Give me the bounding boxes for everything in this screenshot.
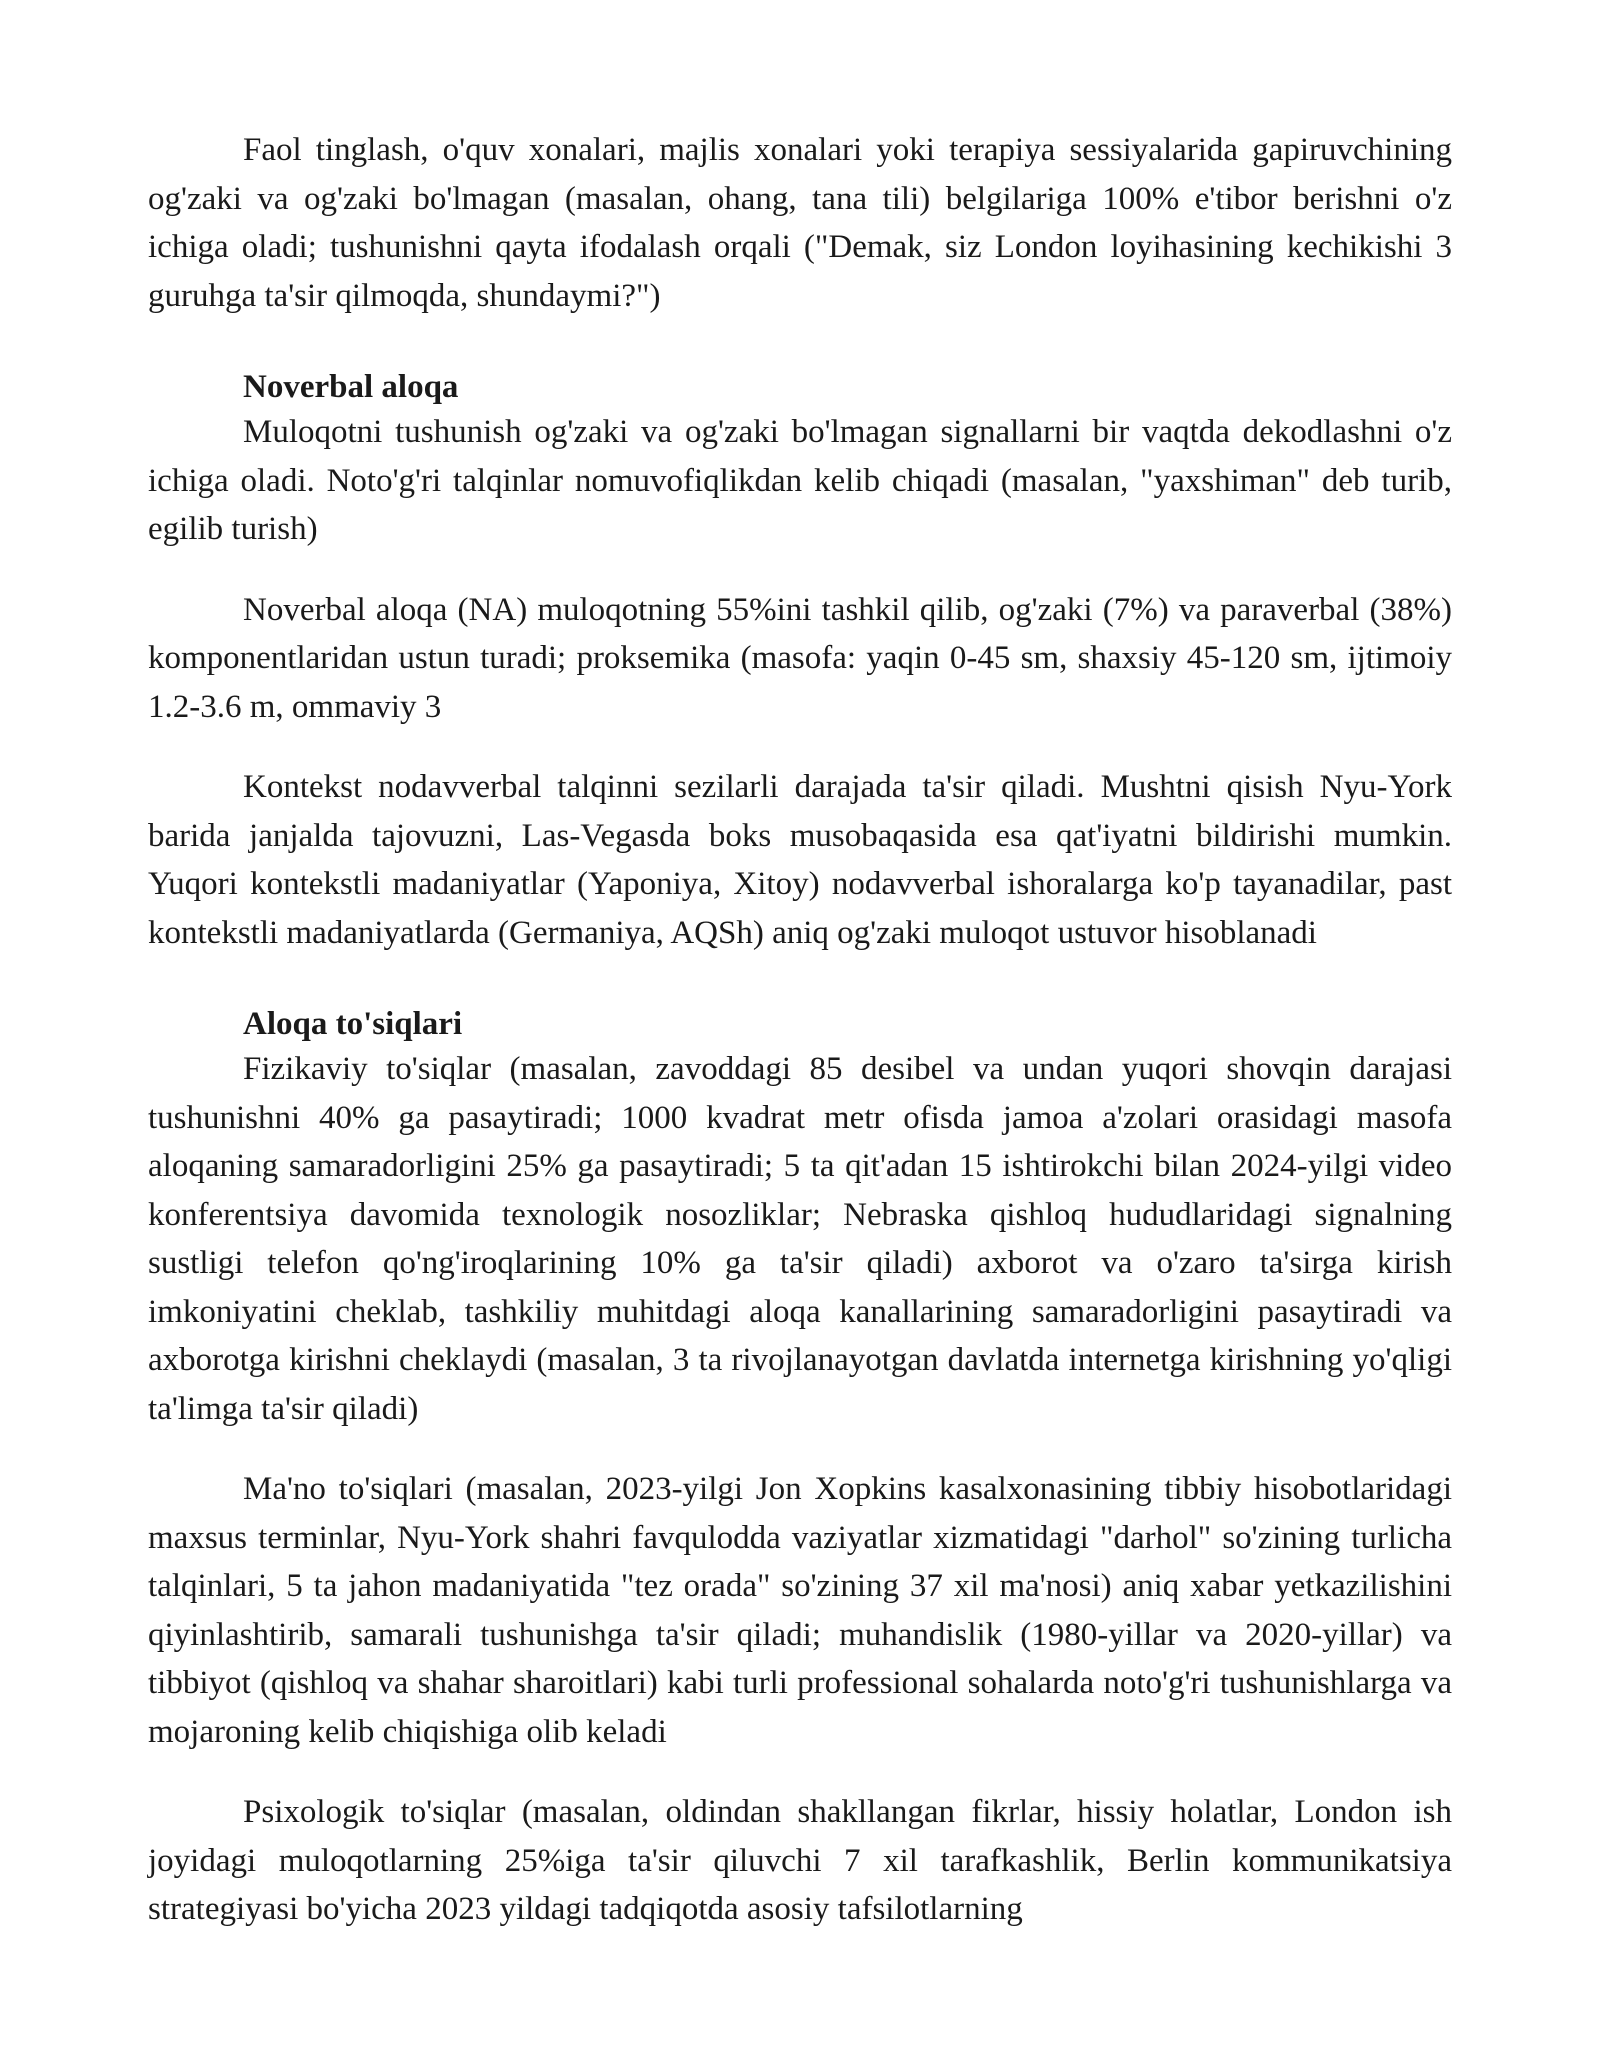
paragraph-psychological-barriers: Psixologik to'siqlar (masalan, oldindan shakllangan fikrlar, hissiy holatlar, London ish joyidagi muloqotlarning 25%iga ta'sir qiluvchi 7 xil tarafkashlik, Berlin kommunikatsiya strategiyasi bo'yicha 2023 yildagi tadqiqotda asosiy tafsilotlarning — [148, 1794, 1452, 1927]
paragraph-noverbal-context: Kontekst nodavverbal talqinni sezilarli darajada ta'sir qiladi. Mushtni qisish Nyu-York barida janjalda tajovuzni, Las-Vegasda boks musobaqasida esa qat'iyatni bildirishi mumkin. Yuqori kontekstli madaniyatlar (Yaponiya, Xitoy) nodavverbal ishoralarga ko'p tayanadilar, past kontekstli madaniyatlarda (Germaniya, AQSh) aniq og'zaki muloqot ustuvor hisoblanadi — [148, 769, 1452, 951]
heading-noverbal-aloqa: Noverbal aloqa — [243, 369, 459, 405]
paragraph-semantic-barriers: Ma'no to'siqlari (masalan, 2023-yilgi Jon Xopkins kasalxonasining tibbiy hisobotlaridagi maxsus terminlar, Nyu-York shahri favqulodda vaziyatlar xizmatidagi "darhol" so'zining turlicha talqinlari, 5 ta jahon madaniyatida "tez orada" so'zining 37 xil ma'nosi) aniq xabar yetkazilishini qiyinlashtirib, samarali tushunishga ta'sir qiladi; muhandislik (1980-yillar va 2020-yillar) va tibbiyot (qishloq va shahar sharoitlari) kabi turli professional sohalarda noto'g'ri tushunishlarga va mojaroning kelib chiqishiga olib keladi — [148, 1471, 1452, 1750]
heading-aloqa-tosiqlari: Aloqa to'siqlari — [243, 1006, 463, 1042]
paragraph-active-listening: Faol tinglash, o'quv xonalari, majlis xonalari yoki terapiya sessiyalarida gapiruvchining og'zaki va og'zaki bo'lmagan (masalan, ohang, tana tili) belgilariga 100% e'tibor berishni o'z ichiga oladi; tushunishni qayta ifodalash orqali ("Demak, siz London loyihasining kechikishi 3 guruhga ta'sir qilmoqda, shundaymi?") — [148, 132, 1452, 314]
paragraph-physical-barriers: Fizikaviy to'siqlar (masalan, zavoddagi 85 desibel va undan yuqori shovqin darajasi tushunishni 40% ga pasaytiradi; 1000 kvadrat metr ofisda jamoa a'zolari orasidagi masofa aloqaning samaradorligini 25% ga pasaytiradi; 5 ta qit'adan 15 ishtirokchi bilan 2024-yilgi video konferentsiya davomida texnologik nosozliklar; Nebraska qishloq hududlaridagi signalning sustligi telefon qo'ng'iroqlarining 10% ga ta'sir qiladi) axborot va o'zaro ta'sirga kirish imkoniyatini cheklab, tashkiliy muhitdagi aloqa kanallarining samaradorligini pasaytiradi va axborotga kirishni cheklaydi (masalan, 3 ta rivojlanayotgan davlatda internetga kirishning yo'qligi ta'limga ta'sir qiladi) — [148, 1051, 1452, 1427]
paragraph-noverbal-stats: Noverbal aloqa (NA) muloqotning 55%ini tashkil qilib, og'zaki (7%) va paraverbal (38%) komponentlaridan ustun turadi; proksemika (masofa: yaqin 0-45 sm, shaxsiy 45-120 sm, ijtimoiy 1.2-3.6 m, ommaviy 3 — [148, 591, 1452, 725]
paragraph-noverbal-intro: Muloqotni tushunish og'zaki va og'zaki bo'lmagan signallarni bir vaqtda dekodlashni o'z ichiga oladi. Noto'g'ri talqinlar nomuvofiqlikdan kelib chiqadi (masalan, "yaxshiman" deb turib, egilib turish) — [148, 414, 1452, 547]
document-page — [148, 126, 1452, 1934]
